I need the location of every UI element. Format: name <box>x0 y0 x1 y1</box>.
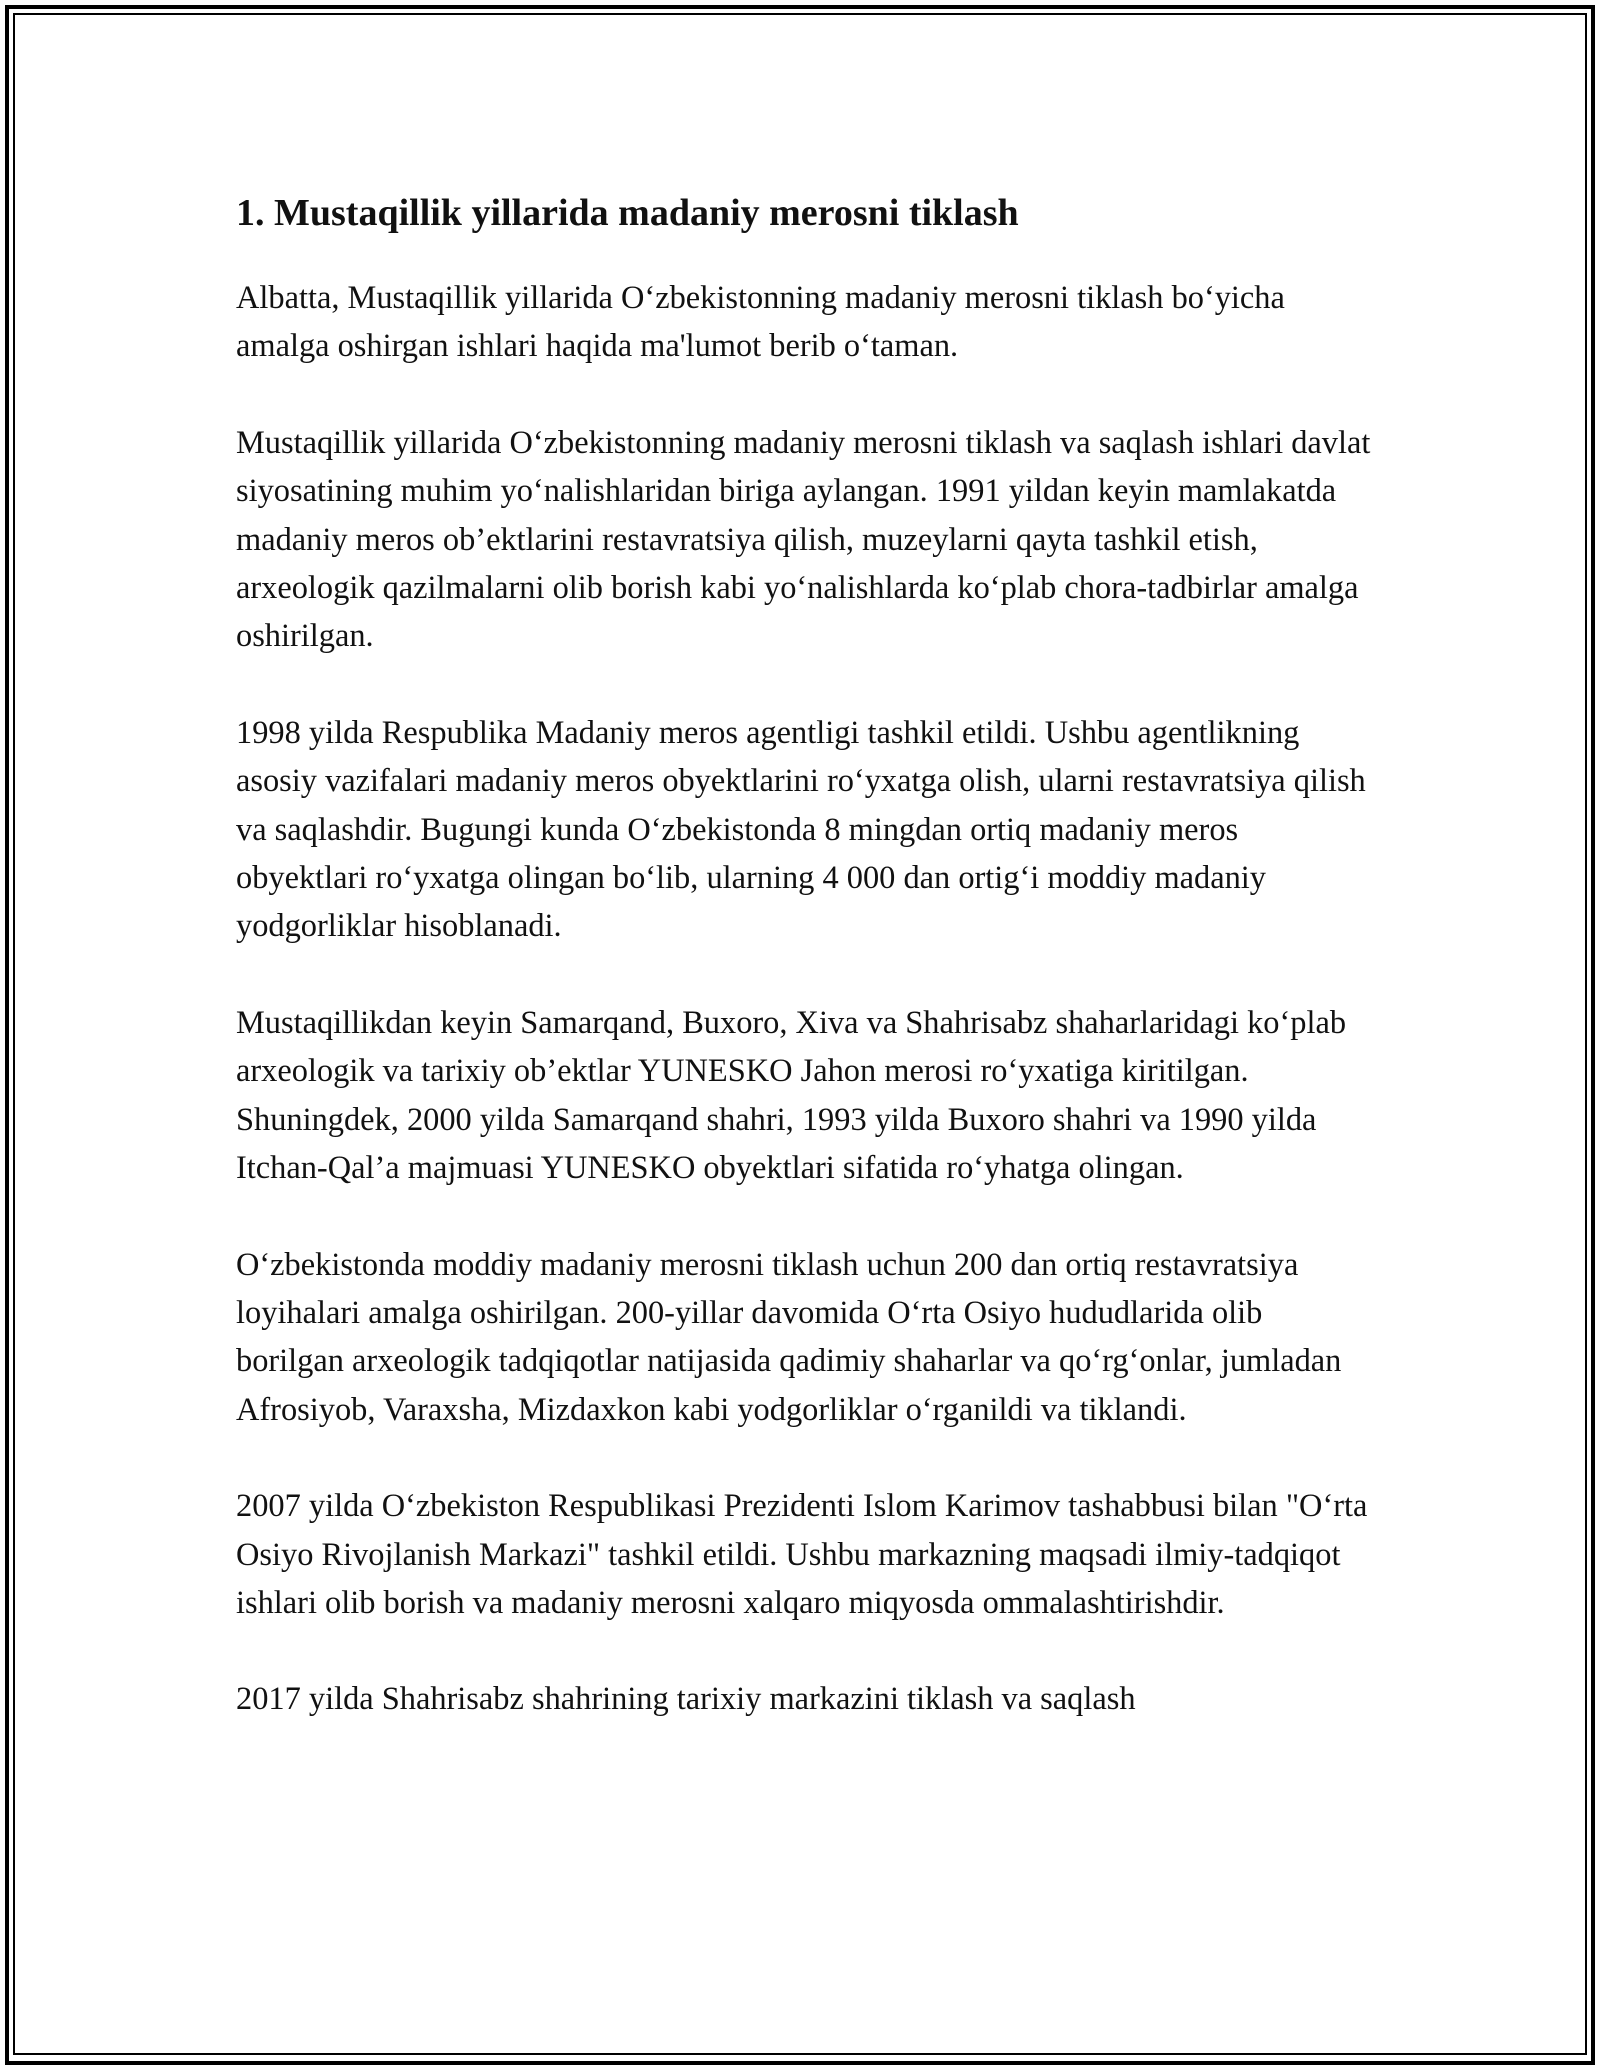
paragraph-shahrisabz: 2017 yilda Shahrisabz shahrining tarixiy markazini tiklash va saqlash <box>236 1681 1136 1718</box>
paragraph-development-center: 2007 yilda O‘zbekiston Respublikasi Prezidenti Islom Karimov tashabbusi bilan "O‘rta Osiyo Rivojlanish Markazi" tashkil etildi. Ushbu markazning maqsadi ilmiy-tadqiqot ishlari olib borish va madaniy merosni xalqaro miqyosda ommalashtirishdir. <box>236 1488 1368 1621</box>
paragraph-restoration-projects: O‘zbekistonda moddiy madaniy merosni tiklash uchun 200 dan ortiq restavratsiya loyihalari amalga oshirilgan. 200-yillar davomida O‘rta Osiyo hududlarida olib borilgan arxeologik tadqiqotlar natijasida qadimiy shaharlar va qo‘rg‘onlar, jumladan Afrosiyob, Varaxsha, Mizdaxkon kabi yodgorliklar o‘rganildi va tiklandi. <box>236 1246 1342 1428</box>
section-title: 1. Mustaqillik yillarida madaniy merosni tiklash <box>236 192 1019 234</box>
document-body <box>236 186 1376 1772</box>
paragraph-state-policy: Mustaqillik yillarida O‘zbekistonning madaniy merosni tiklash va saqlash ishlari davlat siyosatining muhim yo‘nalishlaridan biriga aylangan. 1991 yildan keyin mamlakatda madaniy meros ob’ektlarini restavratsiya qilish, muzeylarni qayta tashkil etish, arxeologik qazilmalarni olib borish kabi yo‘nalishlarda ko‘plab chora-tadbirlar amalga oshirilgan. <box>236 424 1371 655</box>
paragraph-heritage-agency: 1998 yilda Respublika Madaniy meros agentligi tashkil etildi. Ushbu agentlikning asosiy vazifalari madaniy meros obyektlarini ro‘yxatga olish, ularni restavratsiya qilish va saqlashdir. Bugungi kunda O‘zbekistonda 8 mingdan ortiq madaniy meros obyektlari ro‘yxatga olingan bo‘lib, ularning 4 000 dan ortig‘i moddiy madaniy yodgorliklar hisoblanadi. <box>236 714 1366 945</box>
paragraph-unesco: Mustaqillikdan keyin Samarqand, Buxoro, Xiva va Shahrisabz shaharlaridagi ko‘plab arxeologik va tarixiy ob’ektlar YUNESKO Jahon merosi ro‘yxatiga kiritilgan. Shuningdek, 2000 yilda Samarqand shahri, 1993 yilda Buxoro shahri va 1990 yilda Itchan-Qal’a majmuasi YUNESKO obyektlari sifatida ro‘yhatga olingan. <box>236 1004 1347 1187</box>
paragraph-intro: Albatta, Mustaqillik yillarida O‘zbekistonning madaniy merosni tiklash bo‘yicha amalga oshirgan ishlari haqida ma'lumot berib o‘taman. <box>236 280 1285 365</box>
